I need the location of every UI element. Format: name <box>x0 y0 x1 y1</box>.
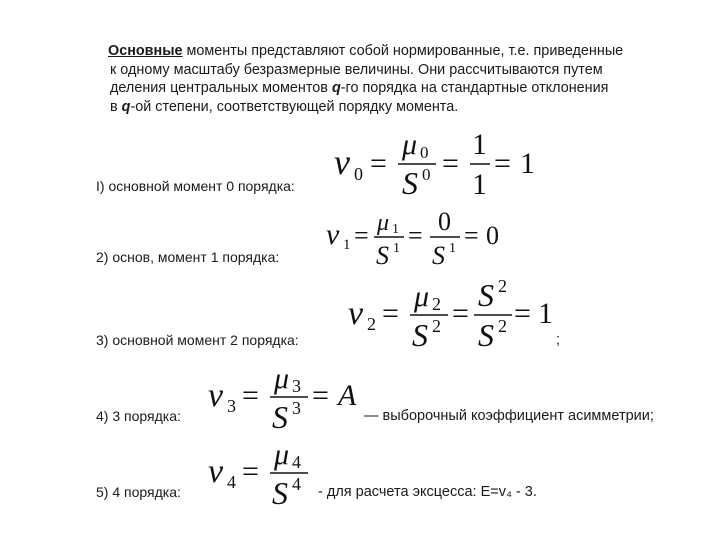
f0-S-sup: 0 <box>422 165 431 184</box>
f2-nu: ν <box>348 295 364 332</box>
intro-line-4a: в <box>110 98 118 115</box>
f1-S: S <box>376 241 389 270</box>
intro-line-1-text: моменты представляют собой нормированные, т.е. приведенные <box>186 43 624 59</box>
intro-line-4b: -ой степени, соответствующей порядку момента. <box>130 98 459 115</box>
intro-paragraph <box>108 42 668 116</box>
f0-num: 1 <box>472 128 487 161</box>
formula-moment-4 <box>208 436 318 510</box>
f2-num: S <box>478 277 494 313</box>
f1-result: 0 <box>486 221 499 250</box>
label-moment-0: I) основной момент 0 порядка: <box>96 178 295 194</box>
f4-eq1: = <box>242 455 259 488</box>
label-moment-1: 2) основ, момент 1 порядка: <box>96 249 280 265</box>
f2-eq1: = <box>382 297 399 330</box>
intro-q-symbol-2: q <box>121 98 131 115</box>
f0-den: 1 <box>472 168 487 201</box>
f0-eq3: = <box>494 147 511 180</box>
f1-mu-sub: 1 <box>392 222 399 237</box>
suffix-semicolon: ; <box>556 332 561 348</box>
intro-line-4 <box>108 98 668 117</box>
formula-moment-2 <box>348 276 561 353</box>
f0-S: S <box>402 165 418 201</box>
f4-S-sup: 4 <box>292 474 301 494</box>
label-moment-4: 5) 4 порядка: <box>96 484 181 500</box>
f2-eq3: = <box>514 297 531 330</box>
f2-S: S <box>412 317 428 353</box>
f1-mu: μ <box>377 210 390 236</box>
f3-eq1: = <box>242 379 259 412</box>
f1-nu-sub: 1 <box>343 237 351 253</box>
f2-mu-sub: 2 <box>432 294 441 314</box>
f2-den: S <box>478 317 494 353</box>
f1-eq2: = <box>408 221 423 250</box>
f3-eq2: = <box>312 379 329 412</box>
intro-line-1 <box>108 42 668 61</box>
intro-line-3 <box>108 79 668 98</box>
f3-result: A <box>338 379 357 412</box>
label-moment-3: 4) 3 порядка: <box>96 408 181 424</box>
note-kurtosis: - для расчета эксцесса: E=v₄ - 3. <box>318 484 537 500</box>
f2-S-sup: 2 <box>432 316 441 336</box>
formula-moment-0 <box>332 128 542 200</box>
formula-moment-1 <box>326 208 506 270</box>
f3-nu-sub: 3 <box>227 396 236 416</box>
f3-nu: ν <box>208 377 224 414</box>
intro-line-3a: деления центральных моментов <box>110 80 328 97</box>
f1-S-sup: 1 <box>393 241 400 256</box>
f0-mu-sub: 0 <box>420 143 429 162</box>
f3-mu-sub: 3 <box>292 376 301 396</box>
f0-nu: ν <box>334 142 350 182</box>
f3-mu: μ <box>274 362 290 395</box>
f4-mu: μ <box>274 438 290 471</box>
f2-eq2: = <box>452 297 469 330</box>
f0-eq1: = <box>370 147 387 180</box>
f2-nu-sub: 2 <box>367 314 376 334</box>
f1-den: S <box>432 241 445 270</box>
f1-den-sup: 1 <box>449 241 456 256</box>
f4-nu: ν <box>208 453 224 490</box>
f1-eq1: = <box>354 221 369 250</box>
label-moment-2: 3) основной момент 2 порядка: <box>96 332 299 348</box>
formula-moment-3 <box>208 360 368 435</box>
f1-nu: ν <box>326 218 340 251</box>
f2-den-sup: 2 <box>498 316 507 336</box>
f2-mu: μ <box>414 280 430 313</box>
f2-result: 1 <box>538 297 553 330</box>
intro-line-3b: -го порядка на стандартные отклонения <box>340 80 609 97</box>
note-asymmetry: — выборочный коэффициент асимметрии; <box>364 408 654 424</box>
f4-nu-sub: 4 <box>227 472 236 492</box>
f4-S: S <box>272 475 288 511</box>
f0-result: 1 <box>520 147 535 180</box>
f0-nu-sub: 0 <box>354 164 363 184</box>
intro-line-2: к одному масштабу безразмерные величины. Они рассчитываются путем <box>110 61 603 78</box>
f2-num-sup: 2 <box>498 276 507 296</box>
f1-num: 0 <box>438 207 451 236</box>
intro-term: Основные <box>108 43 183 59</box>
f0-mu: μ <box>402 128 418 161</box>
f1-eq3: = <box>464 221 479 250</box>
f0-eq2: = <box>442 147 459 180</box>
intro-q-symbol: q <box>331 80 341 97</box>
f3-S: S <box>272 399 288 435</box>
f4-mu-sub: 4 <box>292 452 301 472</box>
f3-S-sup: 3 <box>292 398 301 418</box>
